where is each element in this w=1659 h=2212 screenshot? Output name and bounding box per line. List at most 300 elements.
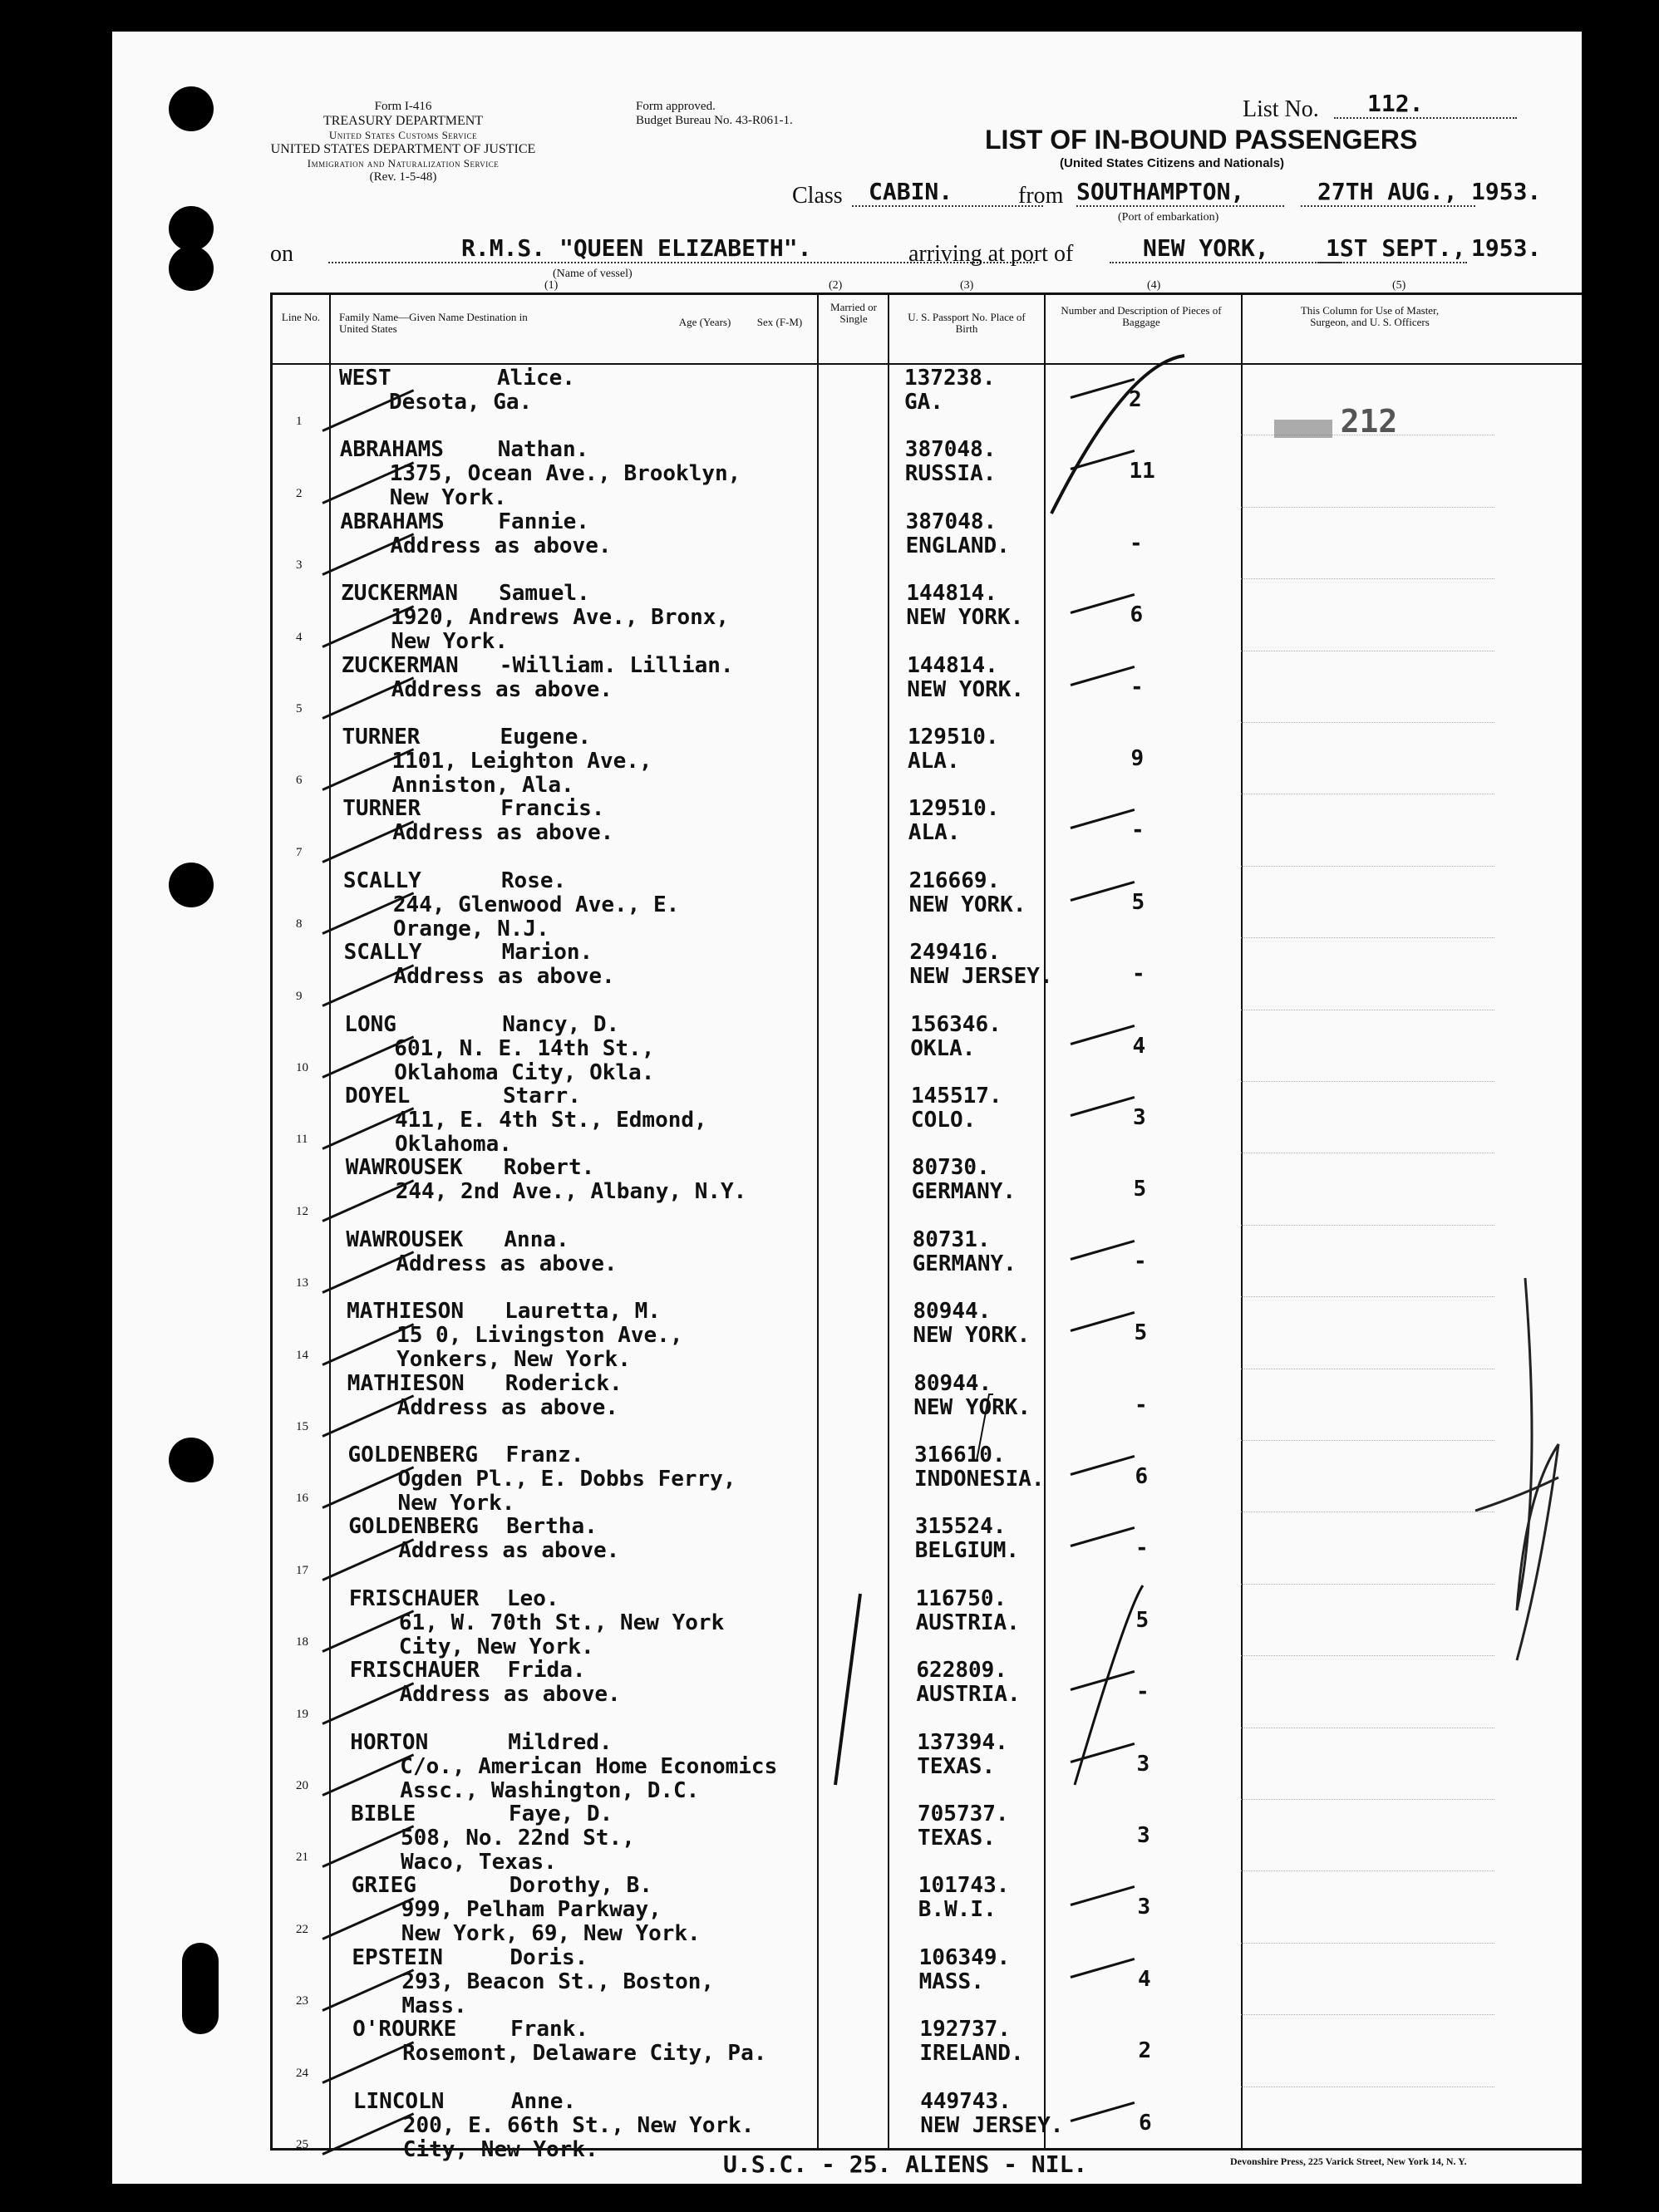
- given-name: Doris.: [510, 1944, 588, 1970]
- passport-number: 145517.: [911, 1084, 1002, 1108]
- form-number: Form I-416: [374, 100, 432, 113]
- passport-number: 116750.: [915, 1585, 1007, 1611]
- destination-line: Address as above.: [392, 820, 614, 846]
- line-number: 22: [296, 1922, 308, 1936]
- table-row: [273, 1153, 1582, 1224]
- destination-line: Oklahoma City, Okla.: [394, 1059, 655, 1085]
- baggage-count: 11: [1129, 459, 1155, 484]
- destination-line: 293, Beacon St., Boston,: [401, 1969, 715, 1994]
- place-of-birth: MASS.: [918, 1969, 984, 1994]
- list-no-label: List No.: [1243, 96, 1319, 122]
- justice-dept: UNITED STATES DEPARTMENT OF JUSTICE: [270, 142, 536, 156]
- table-row: [273, 1296, 1582, 1373]
- passport-number: 387048.: [904, 437, 997, 463]
- place-of-birth: TEXAS.: [917, 1753, 996, 1779]
- binder-hole: [169, 246, 214, 291]
- destination-line: 61, W. 70th St., New York: [398, 1610, 725, 1635]
- col-number-1: (1): [544, 279, 559, 292]
- baggage-count: -: [1135, 1392, 1148, 1418]
- check-mark: [322, 2112, 414, 2155]
- destination-line: New York.: [391, 629, 508, 655]
- destination-line: 411, E. 4th St., Edmond,: [395, 1108, 707, 1133]
- binder-hole: [169, 1438, 214, 1482]
- passport-number: 315524.: [914, 1514, 1007, 1540]
- passport-number: 80944.: [913, 1299, 992, 1325]
- destination-line: 999, Pelham Parkway,: [401, 1897, 662, 1923]
- destination-line: 601, N. E. 14th St.,: [394, 1035, 655, 1061]
- arrival-date: 1ST SEPT.,: [1317, 234, 1467, 263]
- footer-summary: U.S.C. - 25. ALIENS - NIL.: [723, 2151, 1088, 2178]
- line-number: 25: [296, 2137, 308, 2151]
- table-row: [273, 1369, 1582, 1440]
- check-mark: [1071, 666, 1135, 686]
- place-of-birth: RUSSIA.: [904, 461, 997, 487]
- table-row: [273, 578, 1582, 655]
- line-number: 1: [296, 415, 303, 429]
- destination-line: Oklahoma.: [395, 1132, 512, 1157]
- baggage-count: 3: [1137, 1823, 1150, 1848]
- check-mark: [1071, 2101, 1135, 2122]
- line-number: 8: [296, 917, 303, 931]
- table-row: [273, 1584, 1582, 1659]
- destination-line: 200, E. 66th St., New York.: [402, 2112, 755, 2138]
- destination-line: City, New York.: [402, 2136, 598, 2162]
- form-info-block: [245, 100, 561, 184]
- check-mark: [1071, 1311, 1135, 1332]
- place-of-birth: OKLA.: [910, 1035, 976, 1061]
- baggage-count: 4: [1138, 1966, 1151, 1992]
- line-number: 24: [296, 2066, 308, 2080]
- place-of-birth: NEW YORK.: [906, 605, 1024, 631]
- baggage-count: 4: [1132, 1033, 1146, 1059]
- embark-date: 27TH AUG.,: [1301, 178, 1475, 207]
- form-subtitle: (United States Citizens and Nationals): [1060, 156, 1285, 170]
- baggage-count: -: [1131, 818, 1145, 843]
- line-number: 15: [296, 1419, 308, 1433]
- class-value: CABIN.: [852, 178, 1043, 207]
- family-name: GOLDENBERG: [348, 1514, 479, 1540]
- line-number: 21: [296, 1851, 308, 1865]
- row-divider: [1241, 1799, 1494, 1800]
- given-name: Samuel.: [499, 581, 590, 607]
- binder-hole: [169, 86, 214, 131]
- line-number: 14: [296, 1348, 308, 1362]
- given-name: Frida.: [507, 1658, 586, 1684]
- family-name: SCALLY: [343, 940, 422, 966]
- row-divider: [1241, 1296, 1494, 1297]
- family-name: ZUCKERMAN: [341, 652, 459, 678]
- check-mark: [1071, 1455, 1135, 1476]
- family-name: GOLDENBERG: [347, 1443, 479, 1467]
- form-title: LIST OF IN-BOUND PASSENGERS: [985, 125, 1418, 155]
- passport-number: 249416.: [909, 940, 1001, 966]
- place-of-birth: NEW JERSEY.: [920, 2112, 1064, 2138]
- destination-line: Anniston, Ala.: [391, 773, 574, 798]
- table-row: [273, 507, 1582, 578]
- given-name: Marion.: [501, 940, 593, 966]
- line-number: 4: [296, 630, 303, 644]
- table-row: [273, 435, 1582, 511]
- check-mark: [322, 1897, 414, 1940]
- given-name: Faye, D.: [509, 1802, 613, 1826]
- officer-stamp: [1274, 403, 1397, 440]
- row-divider: [1241, 1081, 1494, 1082]
- given-name: Fannie.: [498, 509, 589, 534]
- line-number: 6: [296, 774, 303, 788]
- given-name: Rose.: [500, 868, 567, 893]
- destination-line: 1920, Andrews Ave., Bronx,: [391, 605, 730, 631]
- place-of-birth: GA.: [904, 390, 943, 415]
- passport-number: 192737.: [919, 2017, 1011, 2042]
- table-row: [273, 1225, 1582, 1296]
- line-number: 18: [296, 1635, 308, 1649]
- passport-number: 144814.: [907, 652, 998, 678]
- destination-line: Address as above.: [396, 1394, 618, 1420]
- table-row: [273, 1512, 1582, 1583]
- family-name: LINCOLN: [352, 2088, 445, 2114]
- budget-bureau: Budget Bureau No. 43-R061-1.: [636, 114, 793, 127]
- document-sheet: [112, 32, 1582, 2184]
- family-name: MATHIESON: [347, 1370, 465, 1396]
- place-of-birth: AUSTRIA.: [916, 1682, 1021, 1708]
- binder-hole: [169, 863, 214, 907]
- col-header-line: Line No.: [281, 311, 321, 323]
- approval-block: [636, 100, 793, 128]
- baggage-count: 3: [1136, 1751, 1150, 1777]
- given-name: Nathan.: [497, 437, 589, 463]
- table-row: [273, 1010, 1582, 1085]
- destination-line: Waco, Texas.: [401, 1850, 557, 1875]
- baggage-count: -: [1130, 674, 1144, 700]
- line-number: 10: [296, 1060, 308, 1074]
- family-name: HORTON: [350, 1729, 429, 1755]
- row-divider: [1241, 507, 1494, 508]
- col-header-age: Age (Years): [678, 316, 731, 328]
- col-header-sex: Sex (F-M): [756, 316, 803, 328]
- destination-line: Yonkers, New York.: [396, 1347, 631, 1373]
- vessel-name: R.M.S. "QUEEN ELIZABETH".: [328, 234, 1035, 263]
- row-divider: [1241, 937, 1494, 938]
- arrival-year: 1953.: [1471, 234, 1542, 262]
- given-name: Starr.: [503, 1084, 581, 1108]
- check-mark: [1071, 1743, 1135, 1763]
- baggage-count: 2: [1138, 2038, 1152, 2064]
- destination-line: Address as above.: [391, 676, 613, 702]
- destination-line: Address as above.: [396, 1251, 618, 1276]
- family-name: DOYEL: [345, 1084, 411, 1108]
- class-label: Class: [792, 183, 843, 209]
- passport-number: 622809.: [916, 1658, 1007, 1684]
- place-of-birth: GERMANY.: [912, 1251, 1017, 1276]
- destination-line: 508, No. 22nd St.,: [401, 1826, 635, 1851]
- place-of-birth: GERMANY.: [911, 1179, 1017, 1205]
- row-divider: [1241, 866, 1494, 867]
- vessel-note: (Name of vessel): [553, 268, 633, 280]
- line-number: 11: [296, 1133, 308, 1147]
- passport-number: 129510.: [908, 796, 1000, 822]
- baggage-count: 5: [1134, 1320, 1148, 1346]
- family-name: SCALLY: [342, 868, 421, 893]
- col-number-4: (4): [1147, 279, 1161, 292]
- family-name: FRISCHAUER: [348, 1585, 480, 1611]
- family-name: WAWROUSEK: [345, 1155, 463, 1181]
- given-name: Eugene.: [500, 725, 592, 750]
- family-name: TURNER: [342, 796, 421, 822]
- check-mark: [322, 1969, 414, 2013]
- family-name: MATHIESON: [347, 1299, 464, 1325]
- destination-line: Orange, N.J.: [392, 916, 549, 941]
- given-name: Roderick.: [505, 1370, 623, 1396]
- col-number-3: (3): [960, 279, 974, 292]
- place-of-birth: IRELAND.: [919, 2041, 1024, 2067]
- family-name: O'ROURKE: [352, 2017, 457, 2042]
- given-name: -William. Lillian.: [499, 652, 734, 678]
- place-of-birth: NEW YORK.: [908, 892, 1026, 917]
- passport-number: 316610.: [914, 1443, 1006, 1467]
- family-name: ABRAHAMS: [340, 509, 445, 534]
- table-row: [273, 1943, 1582, 2018]
- table-row: [273, 794, 1582, 865]
- passport-number: 101743.: [918, 1873, 1010, 1899]
- destination-line: Address as above.: [398, 1538, 620, 1564]
- passport-number: 80944.: [913, 1370, 992, 1396]
- passport-number: 387048.: [905, 509, 997, 534]
- line-number: 19: [296, 1707, 308, 1721]
- table-row: [273, 866, 1582, 941]
- list-no-value: 112.: [1334, 90, 1517, 119]
- check-mark: [1071, 1025, 1135, 1045]
- passport-number: 156346.: [910, 1011, 1002, 1037]
- place-of-birth: AUSTRIA.: [915, 1610, 1020, 1635]
- row-divider: [1241, 1440, 1494, 1441]
- destination-line: 244, 2nd Ave., Albany, N.Y.: [395, 1179, 747, 1205]
- embark-year: 1953.: [1471, 178, 1542, 205]
- family-name: EPSTEIN: [352, 1944, 443, 1970]
- baggage-count: 2: [1129, 387, 1142, 412]
- destination-line: 1375, Ocean Ave., Brooklyn,: [389, 461, 741, 487]
- baggage-count: 5: [1131, 889, 1145, 915]
- place-of-birth: NEW YORK.: [913, 1323, 1031, 1349]
- destination-line: Desota, Ga.: [389, 390, 533, 415]
- baggage-count: -: [1136, 1679, 1149, 1705]
- family-name: BIBLE: [351, 1802, 416, 1826]
- check-mark: [1071, 809, 1135, 829]
- table-row: [273, 1728, 1582, 1803]
- destination-line: City, New York.: [398, 1634, 594, 1659]
- passport-number: 106349.: [918, 1944, 1011, 1970]
- place-of-birth: NEW JERSEY.: [909, 964, 1053, 990]
- table-row: [273, 1799, 1582, 1875]
- place-of-birth: ALA.: [908, 820, 961, 846]
- line-number: 9: [296, 989, 303, 1003]
- passport-number: 705737.: [918, 1802, 1009, 1826]
- passport-number: 216669.: [908, 868, 1001, 893]
- ins-service: Immigration and Naturalization Service: [307, 157, 500, 170]
- given-name: Leo.: [506, 1585, 559, 1611]
- given-name: Dorothy, B.: [509, 1873, 652, 1899]
- table-row: [273, 937, 1582, 1009]
- col-header-married: Married or Single: [830, 301, 877, 325]
- col-header-baggage: Number and Description of Pieces of Baggage: [1061, 304, 1222, 328]
- check-mark: [1071, 1958, 1135, 1979]
- row-divider: [1241, 722, 1494, 723]
- passport-number: 137394.: [917, 1729, 1008, 1755]
- line-number: 13: [296, 1276, 308, 1290]
- destination-line: New York, 69, New York.: [401, 1921, 701, 1947]
- check-mark: [322, 2041, 414, 2084]
- check-mark: [1071, 1526, 1135, 1547]
- place-of-birth: INDONESIA.: [914, 1467, 1045, 1492]
- printer-credit: Devonshire Press, 225 Varick Street, New York 14, N. Y.: [1230, 2155, 1467, 2167]
- table-row: [273, 2014, 1582, 2086]
- given-name: Francis.: [500, 796, 605, 822]
- table-row: [273, 1440, 1582, 1516]
- baggage-count: -: [1132, 961, 1145, 987]
- table-row: [273, 722, 1582, 798]
- line-number: 17: [296, 1563, 308, 1577]
- given-name: Bertha.: [506, 1514, 598, 1540]
- col-number-5: (5): [1392, 279, 1406, 292]
- place-of-birth: B.W.I.: [918, 1897, 997, 1923]
- row-divider: [1241, 1870, 1494, 1871]
- line-number: 20: [296, 1778, 308, 1792]
- baggage-count: 6: [1130, 602, 1144, 628]
- check-mark: [1071, 378, 1135, 399]
- destination-line: Address as above.: [393, 964, 615, 990]
- check-mark: [1071, 1240, 1135, 1261]
- col-header-name: Family Name—Given Name Destination in United States: [339, 311, 528, 335]
- check-mark: [1071, 881, 1135, 902]
- family-name: GRIEG: [351, 1873, 416, 1899]
- passport-number: 80730.: [911, 1155, 990, 1181]
- table-row: [273, 1655, 1582, 1727]
- family-name: TURNER: [342, 725, 421, 750]
- place-of-birth: ALA.: [908, 749, 960, 774]
- destination-line: 244, Glenwood Ave., E.: [392, 892, 680, 917]
- embark-note: (Port of embarkation): [1118, 211, 1219, 224]
- baggage-count: 3: [1133, 1105, 1146, 1130]
- line-number: 16: [296, 1492, 308, 1506]
- passport-number: 137238.: [904, 366, 996, 391]
- baggage-count: 9: [1130, 746, 1145, 771]
- baggage-count: -: [1134, 1248, 1147, 1274]
- officer-stamp-number: 212: [1340, 403, 1398, 440]
- row-divider: [1241, 2014, 1494, 2015]
- destination-line: 15 0, Livingston Ave.,: [396, 1323, 683, 1349]
- given-name: Mildred.: [508, 1729, 613, 1755]
- family-name: ZUCKERMAN: [341, 581, 458, 607]
- row-divider: [1241, 1225, 1494, 1226]
- baggage-count: 6: [1139, 2110, 1152, 2136]
- row-divider: [1241, 1943, 1494, 1944]
- check-mark: [1071, 593, 1135, 614]
- passport-number: 80731.: [912, 1226, 991, 1252]
- baggage-count: 5: [1133, 1177, 1147, 1202]
- col-header-passport: U. S. Passport No. Place of Birth: [908, 311, 1026, 335]
- family-name: LONG: [344, 1011, 396, 1037]
- place-of-birth: COLO.: [911, 1108, 977, 1133]
- check-mark: [1071, 1096, 1135, 1117]
- line-number: 23: [296, 1994, 308, 2008]
- baggage-count: 5: [1135, 1607, 1149, 1633]
- given-name: Anna.: [504, 1226, 569, 1252]
- form-revision: (Rev. 1-5-48): [369, 170, 437, 184]
- destination-line: C/o., American Home Economics: [400, 1753, 778, 1779]
- place-of-birth: NEW YORK.: [913, 1394, 1031, 1420]
- col-header-officers: This Column for Use of Master, Surgeon, and U. S. Officers: [1300, 304, 1440, 328]
- destination-line: Address as above.: [390, 533, 612, 558]
- arrival-port: NEW YORK,: [1110, 234, 1342, 263]
- destination-line: Assc., Washington, D.C.: [400, 1777, 700, 1803]
- line-number: 12: [296, 1204, 308, 1218]
- given-name: Robert.: [503, 1155, 595, 1181]
- destination-line: Address as above.: [399, 1682, 621, 1708]
- table-row: [273, 651, 1582, 722]
- baggage-count: 6: [1135, 1464, 1149, 1489]
- binder-hole: [182, 1943, 219, 2034]
- given-name: Anne.: [510, 2088, 577, 2114]
- family-name: WAWROUSEK: [346, 1226, 464, 1252]
- baggage-count: -: [1130, 530, 1143, 556]
- line-number: 5: [296, 701, 303, 715]
- check-mark: [1071, 1670, 1135, 1691]
- embark-port: SOUTHAMPTON,: [1076, 178, 1284, 207]
- destination-line: Rosemont, Delaware City, Pa.: [402, 2041, 767, 2067]
- place-of-birth: NEW YORK.: [907, 676, 1025, 702]
- family-name: ABRAHAMS: [339, 437, 444, 463]
- from-label: from: [1018, 183, 1064, 209]
- destination-line: New York.: [389, 485, 507, 511]
- destination-line: 1101, Leighton Ave.,: [391, 749, 652, 774]
- place-of-birth: TEXAS.: [918, 1826, 996, 1851]
- family-name: WEST: [339, 366, 391, 391]
- col-number-2: (2): [829, 279, 843, 292]
- line-number: 3: [296, 558, 303, 573]
- family-name: FRISCHAUER: [349, 1658, 480, 1684]
- row-divider: [1241, 578, 1494, 579]
- check-mark: [1071, 450, 1135, 470]
- row-divider: [1241, 1584, 1494, 1585]
- line-number: 7: [296, 845, 303, 859]
- baggage-count: -: [1135, 1536, 1149, 1561]
- row-divider: [1241, 1655, 1494, 1656]
- line-number: 2: [296, 486, 303, 500]
- destination-line: Ogden Pl., E. Dobbs Ferry,: [397, 1467, 736, 1492]
- given-name: Frank.: [510, 2017, 589, 2042]
- given-name: Lauretta, M.: [505, 1299, 661, 1325]
- destination-line: New York.: [397, 1491, 515, 1516]
- destination-line: Mass.: [401, 1993, 467, 2018]
- table-row: [273, 1870, 1582, 1947]
- table-row: [273, 1081, 1582, 1157]
- given-name: Franz.: [505, 1443, 584, 1467]
- check-mark: [1071, 1885, 1135, 1906]
- form-approved: Form approved.: [636, 100, 716, 113]
- passport-number: 449743.: [920, 2088, 1012, 2114]
- given-name: Nancy, D.: [502, 1011, 620, 1037]
- place-of-birth: BELGIUM.: [914, 1538, 1020, 1564]
- passport-number: 144814.: [906, 581, 997, 607]
- place-of-birth: ENGLAND.: [905, 533, 1010, 558]
- on-label: on: [270, 241, 293, 267]
- arriving-label: arriving at port of: [908, 241, 1074, 267]
- passport-number: 129510.: [908, 725, 999, 750]
- given-name: Alice.: [497, 366, 575, 391]
- treasury-dept: TREASURY DEPARTMENT: [322, 114, 484, 128]
- baggage-count: 3: [1137, 1895, 1151, 1920]
- binder-hole: [169, 206, 214, 251]
- customs-service: United States Customs Service: [328, 129, 478, 141]
